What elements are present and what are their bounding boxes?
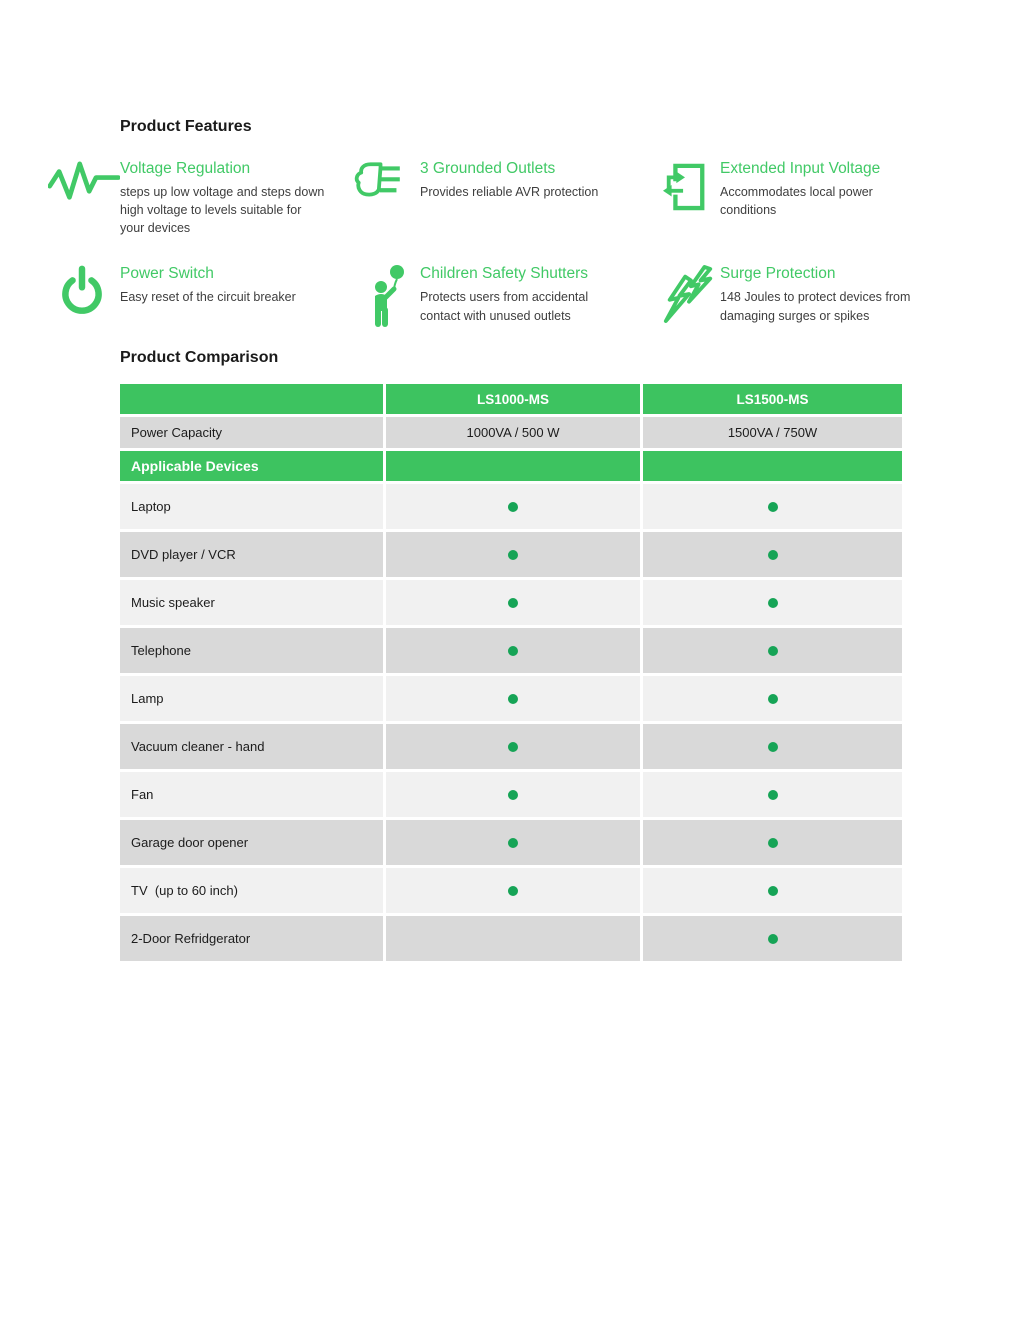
ls1000-cell <box>386 868 640 913</box>
device-label: Telephone <box>120 628 383 673</box>
feature-extended-input-voltage <box>662 158 992 237</box>
supported-dot <box>508 790 518 800</box>
header-blank-cell <box>120 384 383 414</box>
ls1500-cell <box>643 484 902 529</box>
device-rows <box>120 484 902 961</box>
feature-description: Accommodates local power conditions <box>720 185 873 218</box>
ls1000-cell <box>386 772 640 817</box>
supported-dot <box>508 742 518 752</box>
feature-title: Power Switch <box>120 265 214 283</box>
feature-description: 148 Joules to protect devices from damaging surges or spikes <box>720 290 911 323</box>
supported-dot <box>508 838 518 848</box>
product-features-title: Product Features <box>120 118 252 135</box>
ls1000-cell <box>386 820 640 865</box>
supported-dot <box>508 886 518 896</box>
table-row <box>120 484 902 529</box>
feature-surge-protection <box>662 263 992 329</box>
power-capacity-label: Power Capacity <box>120 417 383 448</box>
table-row <box>120 676 902 721</box>
device-label: Garage door opener <box>120 820 383 865</box>
feature-power-switch <box>48 263 352 329</box>
feature-children-safety <box>352 263 662 329</box>
supported-dot <box>768 646 778 656</box>
ls1500-cell <box>643 916 902 961</box>
feature-grounded-outlets <box>352 158 662 237</box>
feature-description: steps up low voltage and steps down high voltage to levels suitable for your devices <box>120 185 325 236</box>
supported-dot <box>768 598 778 608</box>
ls1000-cell <box>386 628 640 673</box>
ls1000-cell <box>386 676 640 721</box>
supported-dot <box>768 694 778 704</box>
device-label: Fan <box>120 772 383 817</box>
feature-title: Surge Protection <box>720 265 836 283</box>
header-ls1000: LS1000-MS <box>386 384 640 414</box>
table-row <box>120 868 902 913</box>
device-label: TV (up to 60 inch) <box>120 868 383 913</box>
feature-description: Protects users from accidental contact with unused outlets <box>420 290 589 323</box>
supported-dot <box>768 934 778 944</box>
table-row <box>120 916 902 961</box>
power-capacity-row <box>120 417 902 448</box>
device-label: Laptop <box>120 484 383 529</box>
power-switch-icon <box>48 263 120 319</box>
features-grid <box>48 158 1024 329</box>
table-row <box>120 532 902 577</box>
ls1500-cell <box>643 628 902 673</box>
applicable-devices-row <box>120 451 902 481</box>
power-capacity-ls1500: 1500VA / 750W <box>643 417 902 448</box>
ls1000-cell <box>386 724 640 769</box>
supported-dot <box>768 790 778 800</box>
ls1500-cell <box>643 820 902 865</box>
child-balloon-icon <box>352 263 420 329</box>
supported-dot <box>768 550 778 560</box>
device-label: 2-Door Refridgerator <box>120 916 383 961</box>
ls1500-cell <box>643 724 902 769</box>
header-ls1500: LS1500-MS <box>643 384 902 414</box>
supported-dot <box>768 502 778 512</box>
grounded-plug-icon <box>352 158 420 204</box>
ls1500-cell <box>643 580 902 625</box>
supported-dot <box>768 886 778 896</box>
feature-title: Voltage Regulation <box>120 160 251 177</box>
device-label: Music speaker <box>120 580 383 625</box>
voltage-waveform-icon <box>48 158 120 204</box>
feature-description: Provides reliable AVR protection <box>420 185 599 199</box>
supported-dot <box>508 550 518 560</box>
supported-dot <box>508 694 518 704</box>
comparison-table <box>120 384 902 961</box>
ls1500-cell <box>643 772 902 817</box>
feature-voltage-regulation <box>48 158 352 237</box>
feature-description: Easy reset of the circuit breaker <box>120 290 296 305</box>
supported-dot <box>508 646 518 656</box>
ls1500-cell <box>643 676 902 721</box>
ls1000-cell <box>386 484 640 529</box>
product-comparison-title: Product Comparison <box>120 349 279 367</box>
device-label: Lamp <box>120 676 383 721</box>
input-voltage-arrows-icon <box>662 158 720 214</box>
table-row <box>120 628 902 673</box>
device-label: DVD player / VCR <box>120 532 383 577</box>
table-row <box>120 724 902 769</box>
lightning-bolts-icon <box>662 263 720 325</box>
supported-dot <box>768 838 778 848</box>
table-row <box>120 772 902 817</box>
feature-title: Extended Input Voltage <box>720 160 881 177</box>
supported-dot <box>508 502 518 512</box>
device-label: Vacuum cleaner - hand <box>120 724 383 769</box>
section-blank-cell-1 <box>386 451 640 481</box>
supported-dot <box>508 598 518 608</box>
feature-title: Children Safety Shutters <box>420 265 589 283</box>
supported-dot <box>768 742 778 752</box>
ls1000-cell <box>386 916 640 961</box>
ls1500-cell <box>643 532 902 577</box>
ls1000-cell <box>386 580 640 625</box>
power-capacity-ls1000: 1000VA / 500 W <box>386 417 640 448</box>
table-row <box>120 820 902 865</box>
feature-title: 3 Grounded Outlets <box>420 160 556 177</box>
applicable-devices-label: Applicable Devices <box>120 451 383 481</box>
table-row <box>120 580 902 625</box>
ls1500-cell <box>643 868 902 913</box>
section-blank-cell-2 <box>643 451 902 481</box>
table-header-row <box>120 384 902 414</box>
ls1000-cell <box>386 532 640 577</box>
